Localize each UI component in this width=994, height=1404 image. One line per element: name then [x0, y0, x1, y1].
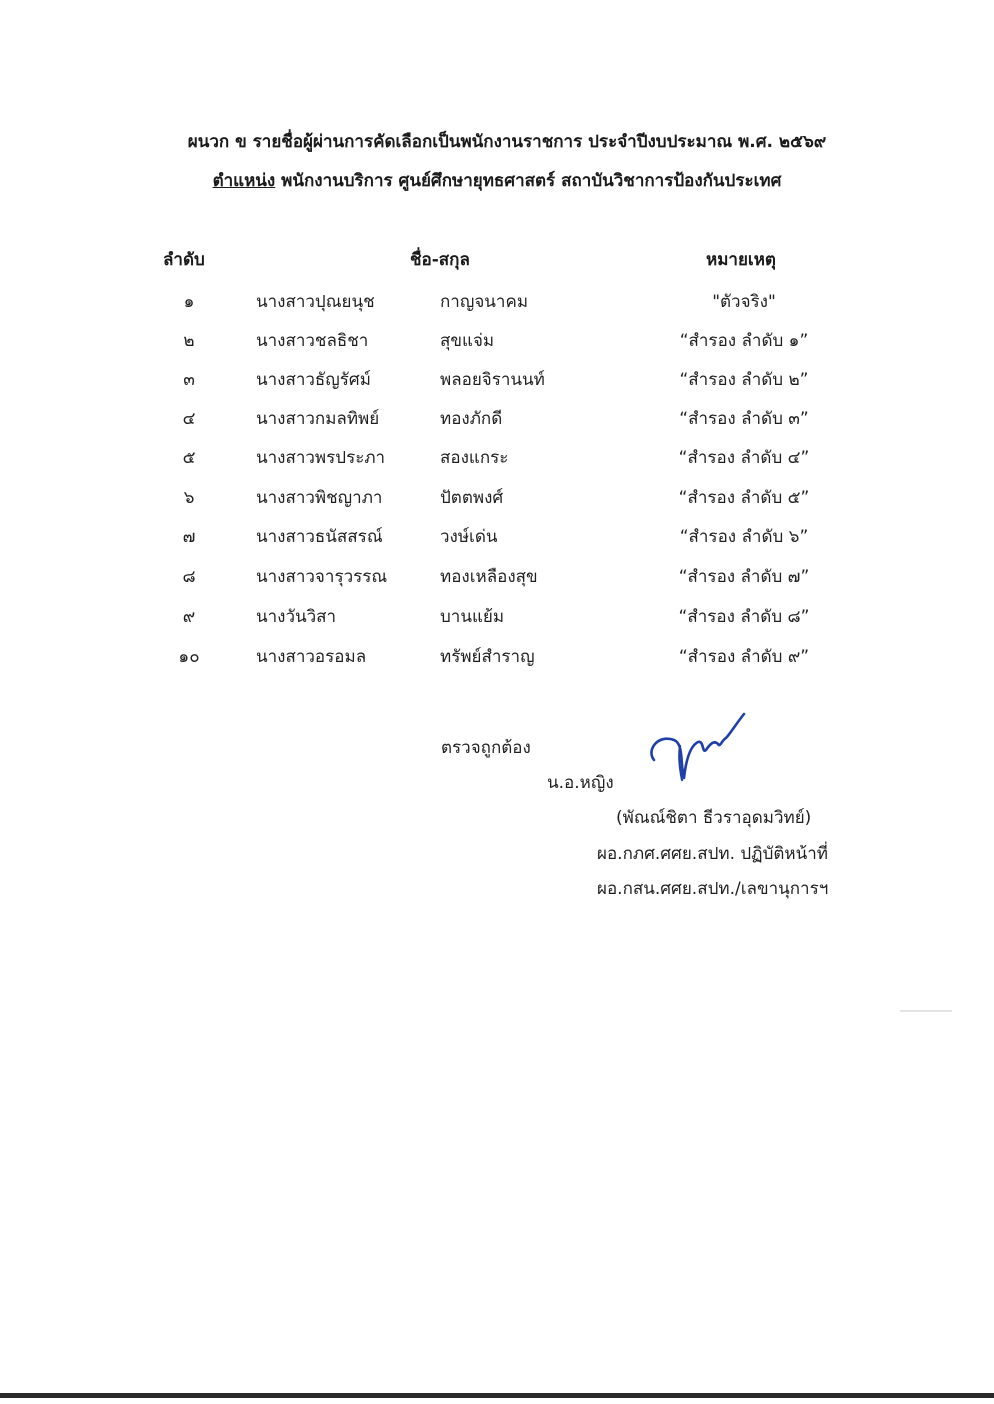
row-last-name: บานแย้ม — [440, 607, 505, 627]
row-first-name: นางสาวอรอมล — [256, 647, 367, 667]
row-last-name: วงษ์เด่น — [440, 527, 498, 547]
row-last-name: ปัตตพงศ์ — [440, 488, 504, 508]
row-first-name: นางสาวจารุวรรณ — [256, 567, 388, 587]
row-last-name: สุขแจ่ม — [440, 331, 495, 351]
row-order: ๓ — [183, 370, 195, 390]
header-remark: หมายเหตุ — [706, 250, 776, 270]
row-order: ๑๐ — [178, 647, 200, 667]
row-order: ๘ — [182, 567, 196, 587]
row-last-name: กาญจนาคม — [440, 292, 529, 312]
row-last-name: สองแกระ — [440, 448, 509, 468]
row-order: ๙ — [182, 607, 196, 627]
row-order: ๗ — [182, 527, 196, 547]
row-first-name: นางสาวธัญรัศม์ — [256, 370, 371, 390]
signer-rank: น.อ.หญิง — [547, 773, 614, 793]
row-first-name: นางสาวพรประภา — [256, 448, 386, 468]
row-order: ๕ — [182, 448, 196, 468]
position-label: ตำแหน่ง — [212, 171, 276, 191]
table-row — [0, 327, 994, 359]
row-remark: “สำรอง ลำดับ ๕” — [678, 488, 810, 508]
row-first-name: นางสาวปุณยนุช — [256, 292, 375, 312]
table-row — [0, 288, 994, 320]
header-name: ชื่อ-สกุล — [410, 250, 470, 270]
row-first-name: นางวันวิสา — [256, 607, 337, 627]
header-order: ลำดับ — [163, 250, 205, 270]
table-row — [0, 405, 994, 437]
row-last-name: ทองภักดี — [440, 409, 503, 429]
position-text: พนักงานบริการ ศูนย์ศึกษายุทธศาสตร์ สถาบันวิชาการป้องกันประเทศ — [275, 171, 782, 191]
row-last-name: ทรัพย์สำราญ — [440, 647, 535, 667]
handwritten-signature — [640, 700, 750, 790]
row-remark: “สำรอง ลำดับ ๒” — [679, 370, 809, 390]
table-row — [0, 444, 994, 476]
row-first-name: นางสาวพิชญาภา — [256, 488, 383, 508]
row-last-name: พลอยจิรานนท์ — [440, 370, 545, 390]
certified-label: ตรวจถูกต้อง — [441, 738, 531, 758]
row-first-name: นางสาวธนัสสรณ์ — [256, 527, 383, 547]
table-row — [0, 484, 994, 516]
row-remark: “สำรอง ลำดับ ๘” — [678, 607, 810, 627]
row-remark: “สำรอง ลำดับ ๔” — [678, 448, 810, 468]
table-row — [0, 603, 994, 635]
position-line — [0, 167, 994, 194]
row-remark: “สำรอง ลำดับ ๑” — [679, 331, 809, 351]
row-remark: “สำรอง ลำดับ ๗” — [678, 567, 810, 587]
signer-position-2: ผอ.กสน.ศศย.สปท./เลขานุการฯ — [597, 879, 829, 899]
row-remark: “สำรอง ลำดับ ๖” — [679, 527, 809, 547]
document-title: ผนวก ข รายชื่อผู้ผ่านการคัดเลือกเป็นพนักงานราชการ ประจำปีงบประมาณ พ.ศ. ๒๕๖๙ — [187, 132, 827, 152]
row-order: ๔ — [182, 409, 196, 429]
row-first-name: นางสาวกมลทิพย์ — [256, 409, 380, 429]
scan-artifact — [900, 1010, 952, 1012]
table-row — [0, 643, 994, 675]
row-first-name: นางสาวชลธิชา — [256, 331, 369, 351]
signer-name: (พัณณ์ชิตา ธีวราอุดมวิทย์) — [616, 808, 812, 828]
table-row — [0, 563, 994, 595]
row-remark: “สำรอง ลำดับ ๓” — [679, 409, 809, 429]
row-last-name: ทองเหลืองสุข — [440, 567, 538, 587]
signer-position-1: ผอ.กภศ.ศศย.สปท. ปฏิบัติหน้าที่ — [597, 844, 829, 864]
table-row — [0, 523, 994, 555]
page-bottom-border — [0, 1393, 994, 1398]
row-remark: "ตัวจริง" — [712, 292, 776, 312]
table-row — [0, 366, 994, 398]
row-order: ๖ — [183, 488, 195, 508]
row-order: ๒ — [183, 331, 195, 351]
row-order: ๑ — [183, 292, 195, 312]
row-remark: “สำรอง ลำดับ ๙” — [678, 647, 810, 667]
